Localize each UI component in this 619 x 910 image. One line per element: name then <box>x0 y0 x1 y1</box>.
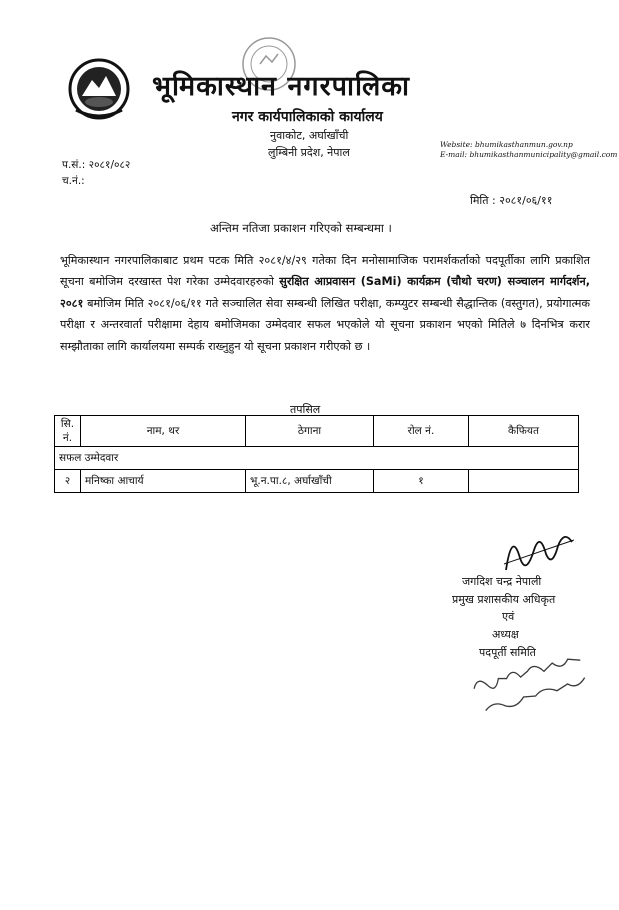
cell-sn: २ <box>55 470 81 493</box>
cell-address: भू.न.पा.८, अर्घाखाँची <box>246 470 374 493</box>
signer-title: प्रमुख प्रशासकीय अधिकृत <box>452 593 556 606</box>
email-link[interactable]: E-mail: bhumikasthanmunicipality@gmail.com <box>440 150 618 159</box>
section-row <box>55 447 579 470</box>
website-link[interactable]: Website: bhumikasthanmun.gov.np <box>440 140 573 149</box>
header-name: नाम, थर <box>81 416 246 447</box>
handwritten-signature-icon <box>500 520 580 578</box>
result-table <box>54 415 579 493</box>
reference-number: प.सं.: २०८१/०८२ <box>62 159 131 171</box>
body-bold-guideline: सञ्चालन मार्गदर्शन, २०८१ <box>60 275 590 310</box>
body-bold-program: सुरक्षित आप्रवासन (SaMi) कार्यक्रम (चौथो चरण) <box>279 275 502 289</box>
name-stamp-icon <box>458 628 608 718</box>
address-line-2: लुम्बिनी प्रदेश, नेपाल <box>268 146 350 159</box>
office-name: नगर कार्यपालिकाको कार्यालय <box>232 109 383 125</box>
header-address: ठेगाना <box>246 416 374 447</box>
letter-date: मिति : २०८१/०६/११ <box>470 194 553 207</box>
signer-role: अध्यक्ष <box>492 628 519 641</box>
section-label: सफल उम्मेदवार <box>55 447 579 470</box>
body-text-2: बमोजिम मिति २०८१/०६/११ गते सञ्चालित सेवा सम्बन्धी लिखित परीक्षा, कम्प्युटर सम्बन्धी सैद्धान्तिक (वस्तुगत), प्रयोगात्मक परीक्षा र अन्तरवार्ता परीक्षामा देहाय बमोजिमका उम्मेदवार सफल भएकोले यो सूचना प्रकाशन भएको मितिले ७ दिनभित्र करार सम्झौताका लागि कार्यालयमा सम्पर्क राख्नुहुन यो सूचना प्रकाशन गरीएको छ । <box>60 296 590 353</box>
header-sn: सि. नं. <box>55 416 81 447</box>
municipality-name: भूमिकास्थान नगरपालिका <box>152 71 411 102</box>
header-roll: रोल नं. <box>374 416 469 447</box>
cell-remarks <box>469 470 579 493</box>
address-line-1: नुवाकोट, अर्घाखाँची <box>270 129 349 142</box>
body-text-1: भूमिकास्थान नगरपालिकाबाट प्रथम पटक मिति २०८१/४/२९ गतेका दिन मनोसामाजिक परामर्शकर्ताको पदपूर्तीका लागि प्रकाशित सूचना बमोजिम दरखास्त पेश गरेका उम्मेदवारहरुको <box>60 254 590 289</box>
government-emblem-icon <box>68 58 130 120</box>
dispatch-number: च.नं.: <box>62 175 85 187</box>
letter-subject: अन्तिम नतिजा प्रकाशन गरिएको सम्बन्धमा । <box>210 221 392 235</box>
signer-committee: पदपूर्ती समिति <box>479 646 536 659</box>
cell-name: मनिष्का आचार्य <box>81 470 246 493</box>
header-remarks: कैफियत <box>469 416 579 447</box>
table-row <box>55 470 579 493</box>
letter-body <box>60 250 590 357</box>
signer-name: जगदिश चन्द्र नेपाली <box>462 575 542 588</box>
table-caption: तपसिल <box>290 403 321 416</box>
table-header-row <box>55 416 579 447</box>
cell-roll: १ <box>374 470 469 493</box>
signer-conjunction: एवं <box>502 610 515 623</box>
